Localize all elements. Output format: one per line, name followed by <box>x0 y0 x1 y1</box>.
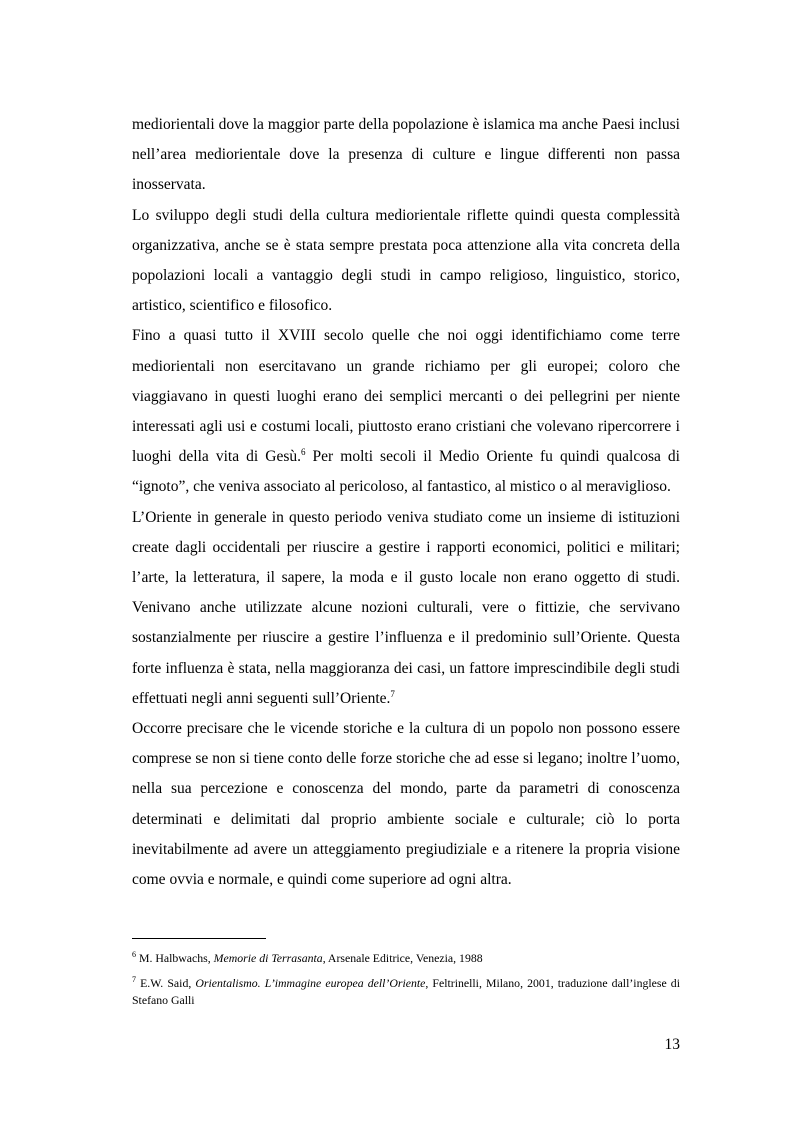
footnote-number: 6 <box>132 950 136 960</box>
footnote-publication: , Feltrinelli, Milano, 2001, traduzione dall’inglese di Stefano Galli <box>132 976 680 1007</box>
paragraph-text: Fino a quasi tutto il XVIII secolo quelle che noi oggi identifichiamo come terre mediorientali non esercitavano un grande richiamo per gli europei; coloro che viaggiavano in questi luoghi erano dei semplici mercanti o dei pellegrini per niente interessati agli usi e costumi locali, piuttosto erano cristiani che volevano ripercorrere i luoghi della vita di Gesù. <box>132 327 680 466</box>
paragraph-text: L’Oriente in generale in questo periodo veniva studiato come un insieme di istituzioni create dagli occidentali per riuscire a gestire i rapporti economici, politici e militari; l’arte, la letteratura, il sapere, la moda e il gusto locale non erano oggetto di studi. Venivano anche utilizzate alcune nozioni culturali, vere o fittizie, che servivano sostanzialmente per riuscire a gestire l’influenza e il predominio sull’Oriente. Questa forte influenza è stata, nella maggioranza dei casi, un fattore imprescindibile degli studi effettuati negli anni seguenti sull’Oriente. <box>132 508 680 707</box>
paragraph-text: mediorientali dove la maggior parte della popolazione è islamica ma anche Paesi inclusi nell’area mediorientale dove la presenza di culture e lingue differenti non passa inosservata. <box>132 116 680 194</box>
paragraph <box>132 321 680 502</box>
paragraph <box>132 201 680 322</box>
footnote-author: E.W. Said, <box>136 976 196 990</box>
paragraph-text: Occorre precisare che le vicende storiche e la cultura di un popolo non possono essere comprese se non si tiene conto delle forze storiche che ad esse si legano; inoltre l’uomo, nella sua percezione e conoscenza del mondo, parte da parametri di conoscenza determinati e delimitati dal proprio ambiente sociale e culturale; ciò lo porta inevitabilmente ad avere un atteggiamento pregiudiziale e a ritenere la propria visione come ovvia e normale, e quindi come superiore ad ogni altra. <box>132 720 680 889</box>
footnotes <box>132 950 680 1017</box>
footnote <box>132 950 680 967</box>
paragraph <box>132 714 680 895</box>
footnote-title: Orientalismo. L’immagine europea dell’Oriente <box>195 976 426 990</box>
page-number: 13 <box>664 1036 680 1053</box>
footnote-reference: 6 <box>301 447 306 458</box>
footnote-title: Memorie di Terrasanta <box>213 951 323 965</box>
footnote-publication: , Arsenale Editrice, Venezia, 1988 <box>322 951 483 965</box>
paragraph <box>132 110 680 201</box>
footnote-separator <box>132 938 266 939</box>
footnote-reference: 7 <box>390 688 395 699</box>
paragraph-text: Lo sviluppo degli studi della cultura mediorientale riflette quindi questa complessità organizzativa, anche se è stata sempre prestata poca attenzione alla vita concreta della popolazioni locali a vantaggio degli studi in campo religioso, linguistico, storico, artistico, scientifico e filosofico. <box>132 206 680 315</box>
footnote-author: M. Halbwachs, <box>136 951 214 965</box>
paragraph-text: Per molti secoli il Medio Oriente fu quindi qualcosa di “ignoto”, che veniva associato al pericoloso, al fantastico, al mistico o al meraviglioso. <box>132 448 680 496</box>
footnote-number: 7 <box>132 975 136 985</box>
body-text <box>132 110 680 895</box>
footnote <box>132 975 680 1009</box>
paragraph <box>132 503 680 714</box>
